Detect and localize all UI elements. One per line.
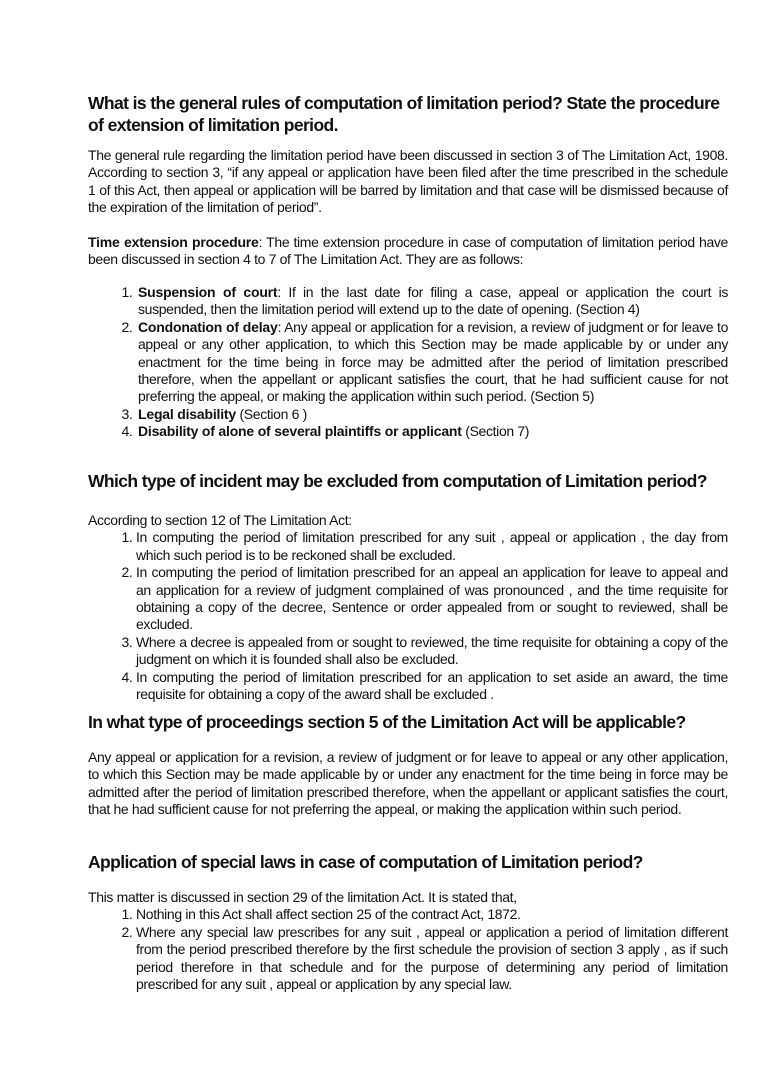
item-text: (Section 7): [461, 423, 530, 440]
special-laws-section: [88, 889, 728, 993]
item-text: (Section 6 ): [235, 405, 307, 422]
special-laws-list: [88, 906, 728, 993]
list-item: 2. In computing the period of limitation prescribed for an appeal an application for leave to appeal and an application for a review of judgment complained of was pronounced , and the time requisite for obtaining a copy of the decree, Sentence or order appealed from or sought to reviewed, shall be excluded.: [136, 564, 728, 634]
item-label: Condonation of delay: [138, 318, 278, 335]
list-item: [136, 284, 728, 319]
item-label: Suspension of court: [138, 284, 278, 300]
paragraph-time-extension: [88, 234, 728, 269]
item-label: Disability of alone of several plaintiffs or applicant: [138, 423, 462, 440]
time-extension-text: : The time extension procedure in case of computation of limitation period have been discussed in section 4 to 7 of The Limitation Act. They are as follows:: [88, 234, 728, 268]
item-label: Legal disability: [138, 405, 236, 422]
time-extension-label: Time extension procedure: [88, 234, 259, 250]
list-item: 1. Nothing in this Act shall affect section 25 of the contract Act, 1872.: [136, 906, 728, 923]
extension-list: [88, 284, 728, 441]
heading-excluded-incidents: Which type of incident may be excluded from computation of Limitation period?: [88, 471, 707, 491]
special-laws-intro: This matter is discussed in section 29 of the limitation Act. It is stated that,: [88, 889, 517, 905]
item-text: : Any appeal or application for a revision, a review of judgment or for leave to appeal or any other application, to which this Section may be made applicable by or under any enactment for the time being in force may be admitted after the period of limitation prescribed therefore, when the appellant or applicant satisfies the court, that he had sufficient cause for not preferring the appeal, or making the application within such period. (Section 5): [138, 318, 728, 405]
paragraph-section-5: Any appeal or application for a revision, a review of judgment or for leave to appeal or any other application, to which this Section may be made applicable by or under any enactment for the time being in force may be admitted after the period of limitation prescribed therefore, when the appellant or applicant satisfies the court, that he had sufficient cause for not preferring the appeal, or making the application within such period.: [88, 749, 728, 818]
list-item: 4. In computing the period of limitation prescribed for an application to set aside an award, the time requisite for obtaining a copy of the award shall be excluded .: [136, 669, 728, 704]
paragraph-general-rule: The general rule regarding the limitation period have been discussed in section 3 of The Limitation Act, 1908. According to section 3, “if any appeal or application have been filed after the time prescribed in the schedule 1 of this Act, then appeal or application will be barred by limitation and that case will be dismissed because of the expiration of the limitation of period”.: [88, 147, 728, 216]
heading-general-rules: What is the general rules of computation of limitation period? State the procedure of extension of limitation period.: [88, 93, 720, 135]
list-item: 3. Where a decree is appealed from or sought to reviewed, the time requisite for obtaining a copy of the judgment on which it is founded shall also be excluded.: [136, 634, 728, 669]
list-item: [136, 423, 728, 440]
excluded-section: [88, 512, 728, 703]
list-item: 2. Where any special law prescribes for any suit , appeal or application a period of limitation different from the period prescribed therefore by the first schedule the provision of section 3 apply , as if such period therefore in that schedule and for the purpose of determining any period of limitation prescribed for any suit , appeal or application by any special law.: [136, 924, 728, 994]
list-item: [136, 406, 728, 423]
heading-section-5: In what type of proceedings section 5 of the Limitation Act will be applicable?: [88, 712, 686, 732]
item-text: : If in the last date for filing a case, appeal or application the court is suspended, then the limitation period will extend up to the date of opening. (Section 4): [138, 284, 728, 318]
excluded-list: [88, 529, 728, 703]
heading-special-laws: Application of special laws in case of computation of Limitation period?: [88, 852, 643, 872]
excluded-intro: According to section 12 of The Limitation Act:: [88, 512, 352, 528]
list-item: 1. In computing the period of limitation prescribed for any suit , appeal or application , the day from which such period is to be reckoned shall be excluded.: [136, 529, 728, 564]
list-item: [136, 319, 728, 406]
